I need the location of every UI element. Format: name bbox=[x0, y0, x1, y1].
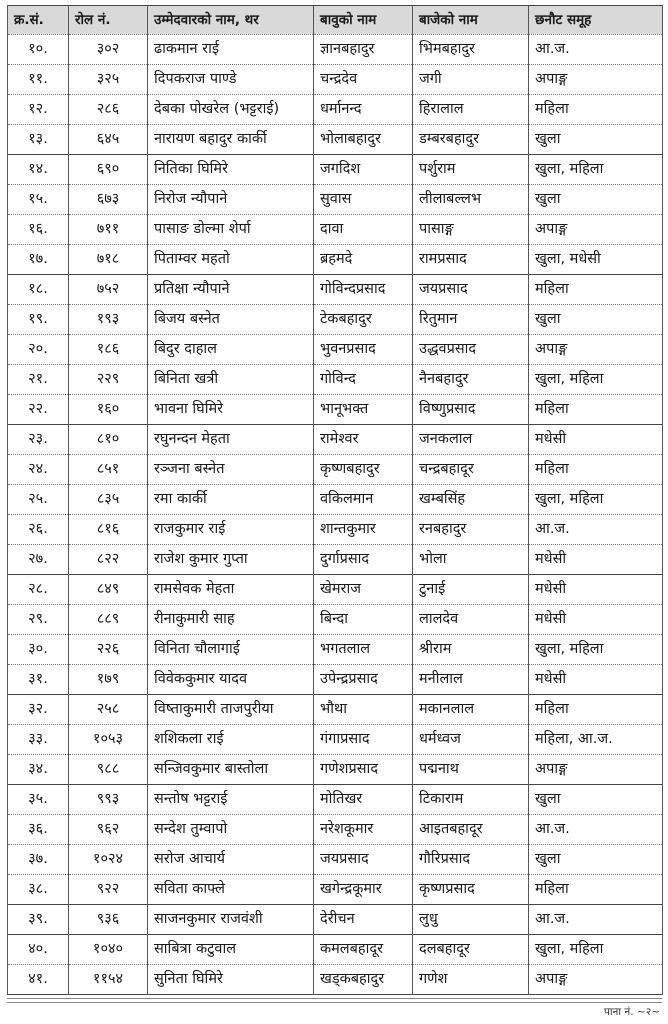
cell-serial-number: २३. bbox=[8, 425, 69, 455]
cell-candidate-name: भावना घिमिरे bbox=[148, 395, 314, 425]
cell-candidate-name: साजनकुमार राजवंशी bbox=[148, 905, 314, 935]
cell-selection-group: मधेसी bbox=[529, 545, 663, 575]
cell-father-name: कमलबहादूर bbox=[314, 935, 413, 965]
cell-roll-number: १०२४ bbox=[69, 845, 148, 875]
cell-selection-group: आ.ज. bbox=[529, 905, 663, 935]
cell-roll-number: ७५२ bbox=[69, 275, 148, 305]
table-row bbox=[8, 695, 663, 725]
cell-roll-number: ९६२ bbox=[69, 815, 148, 845]
cell-selection-group: खुला, महिला bbox=[529, 485, 663, 515]
cell-selection-group: मधेसी bbox=[529, 605, 663, 635]
cell-grandfather-name: मकानलाल bbox=[413, 695, 529, 725]
cell-father-name: भानूभक्त bbox=[314, 395, 413, 425]
cell-father-name: भौथा bbox=[314, 695, 413, 725]
table-row bbox=[8, 425, 663, 455]
cell-grandfather-name: लालदेव bbox=[413, 605, 529, 635]
cell-grandfather-name: हिरालाल bbox=[413, 95, 529, 125]
cell-selection-group: खुला bbox=[529, 845, 663, 875]
cell-serial-number: १२. bbox=[8, 95, 69, 125]
cell-candidate-name: बिजय बस्नेत bbox=[148, 305, 314, 335]
cell-father-name: वकिलमान bbox=[314, 485, 413, 515]
cell-serial-number: ३६. bbox=[8, 815, 69, 845]
cell-father-name: दुर्गाप्रसाद bbox=[314, 545, 413, 575]
table-row bbox=[8, 35, 663, 65]
cell-roll-number: १७९ bbox=[69, 665, 148, 695]
cell-candidate-name: सन्तोष भट्टराई bbox=[148, 785, 314, 815]
cell-father-name: गोविन्द bbox=[314, 365, 413, 395]
cell-candidate-name: रामसेवक मेहता bbox=[148, 575, 314, 605]
cell-selection-group: खुला bbox=[529, 785, 663, 815]
table-row bbox=[8, 395, 663, 425]
cell-roll-number: ७११ bbox=[69, 215, 148, 245]
cell-roll-number: ८४९ bbox=[69, 575, 148, 605]
cell-serial-number: ३७. bbox=[8, 845, 69, 875]
cell-serial-number: ४१. bbox=[8, 965, 69, 995]
cell-grandfather-name: पद्मनाथ bbox=[413, 755, 529, 785]
cell-roll-number: १९३ bbox=[69, 305, 148, 335]
cell-roll-number: ३०२ bbox=[69, 35, 148, 65]
cell-grandfather-name: आइतबहादूर bbox=[413, 815, 529, 845]
header-serial-number: क्र.सं. bbox=[8, 6, 69, 35]
cell-father-name: भगतलाल bbox=[314, 635, 413, 665]
cell-father-name: नरेशकूमार bbox=[314, 815, 413, 845]
table-row bbox=[8, 185, 663, 215]
cell-selection-group: आ.ज. bbox=[529, 815, 663, 845]
cell-grandfather-name: उद्धवप्रसाद bbox=[413, 335, 529, 365]
cell-candidate-name: निरोज न्यौपाने bbox=[148, 185, 314, 215]
cell-roll-number: ८५१ bbox=[69, 455, 148, 485]
cell-serial-number: २९. bbox=[8, 605, 69, 635]
table-row bbox=[8, 815, 663, 845]
cell-father-name: कृष्णबहादुर bbox=[314, 455, 413, 485]
cell-selection-group: महिला bbox=[529, 455, 663, 485]
cell-grandfather-name: टुनाई bbox=[413, 575, 529, 605]
cell-roll-number: ९३६ bbox=[69, 905, 148, 935]
cell-serial-number: ३३. bbox=[8, 725, 69, 755]
cell-candidate-name: दिपकराज पाण्डे bbox=[148, 65, 314, 95]
cell-candidate-name: ढाकमान राई bbox=[148, 35, 314, 65]
table-row bbox=[8, 335, 663, 365]
cell-grandfather-name: विष्णुप्रसाद bbox=[413, 395, 529, 425]
cell-selection-group: मधेसी bbox=[529, 575, 663, 605]
cell-selection-group: खुला, मधेसी bbox=[529, 245, 663, 275]
cell-serial-number: ३०. bbox=[8, 635, 69, 665]
table-row bbox=[8, 575, 663, 605]
cell-grandfather-name: गौरिप्रसाद bbox=[413, 845, 529, 875]
cell-selection-group: मधेसी bbox=[529, 425, 663, 455]
cell-father-name: मोतिखर bbox=[314, 785, 413, 815]
cell-grandfather-name: जनकलाल bbox=[413, 425, 529, 455]
cell-serial-number: १६. bbox=[8, 215, 69, 245]
table-row bbox=[8, 965, 663, 995]
cell-serial-number: २४. bbox=[8, 455, 69, 485]
cell-serial-number: ३५. bbox=[8, 785, 69, 815]
cell-father-name: भोलाबहादुर bbox=[314, 125, 413, 155]
cell-father-name: सुवास bbox=[314, 185, 413, 215]
cell-father-name: भुवनप्रसाद bbox=[314, 335, 413, 365]
table-header-row bbox=[8, 6, 663, 35]
cell-selection-group: अपाङ्ग bbox=[529, 755, 663, 785]
cell-grandfather-name: रनबहादुर bbox=[413, 515, 529, 545]
cell-selection-group: अपाङ्ग bbox=[529, 215, 663, 245]
cell-grandfather-name: मनीलाल bbox=[413, 665, 529, 695]
cell-serial-number: १८. bbox=[8, 275, 69, 305]
cell-roll-number: ९९३ bbox=[69, 785, 148, 815]
cell-selection-group: महिला, आ.ज. bbox=[529, 725, 663, 755]
cell-candidate-name: सरोज आचार्य bbox=[148, 845, 314, 875]
cell-father-name: शान्तकुमार bbox=[314, 515, 413, 545]
cell-grandfather-name: चन्द्रबहादूर bbox=[413, 455, 529, 485]
cell-serial-number: ३८. bbox=[8, 875, 69, 905]
cell-grandfather-name: गणेश bbox=[413, 965, 529, 995]
cell-candidate-name: पिताम्वर महतो bbox=[148, 245, 314, 275]
table-row bbox=[8, 245, 663, 275]
cell-father-name: उपेन्द्रप्रसाद bbox=[314, 665, 413, 695]
cell-serial-number: १५. bbox=[8, 185, 69, 215]
cell-father-name: टेकबहादुर bbox=[314, 305, 413, 335]
table-row bbox=[8, 875, 663, 905]
cell-selection-group: महिला bbox=[529, 275, 663, 305]
cell-selection-group: अपाङ्ग bbox=[529, 965, 663, 995]
cell-selection-group: महिला bbox=[529, 875, 663, 905]
cell-grandfather-name: कृष्णप्रसाद bbox=[413, 875, 529, 905]
cell-selection-group: महिला bbox=[529, 395, 663, 425]
table-row bbox=[8, 275, 663, 305]
cell-selection-group: खुला, महिला bbox=[529, 935, 663, 965]
cell-grandfather-name: खम्बसिंह bbox=[413, 485, 529, 515]
cell-serial-number: ३२. bbox=[8, 695, 69, 725]
cell-serial-number: १३. bbox=[8, 125, 69, 155]
cell-grandfather-name: भिमबहादुर bbox=[413, 35, 529, 65]
cell-grandfather-name: लुधु bbox=[413, 905, 529, 935]
table-row bbox=[8, 95, 663, 125]
cell-candidate-name: सन्देश तुम्वापो bbox=[148, 815, 314, 845]
cell-candidate-name: नितिका घिमिरे bbox=[148, 155, 314, 185]
cell-roll-number: ३२५ bbox=[69, 65, 148, 95]
cell-father-name: ज्ञानबहादुर bbox=[314, 35, 413, 65]
cell-candidate-name: सुनिता घिमिरे bbox=[148, 965, 314, 995]
cell-father-name: धर्मानन्द bbox=[314, 95, 413, 125]
cell-grandfather-name: श्रीराम bbox=[413, 635, 529, 665]
cell-serial-number: १४. bbox=[8, 155, 69, 185]
cell-serial-number: १७. bbox=[8, 245, 69, 275]
header-roll-number: रोल नं. bbox=[69, 6, 148, 35]
cell-serial-number: ३९. bbox=[8, 905, 69, 935]
table-row bbox=[8, 125, 663, 155]
cell-candidate-name: पासाङ डोल्मा शेर्पा bbox=[148, 215, 314, 245]
cell-father-name: गोविन्दप्रसाद bbox=[314, 275, 413, 305]
cell-grandfather-name: जगी bbox=[413, 65, 529, 95]
cell-father-name: चन्द्रदेव bbox=[314, 65, 413, 95]
cell-grandfather-name: लीलाबल्लभ bbox=[413, 185, 529, 215]
cell-roll-number: ८८९ bbox=[69, 605, 148, 635]
cell-grandfather-name: जयप्रसाद bbox=[413, 275, 529, 305]
cell-selection-group: अपाङ्ग bbox=[529, 335, 663, 365]
table-row bbox=[8, 635, 663, 665]
cell-father-name: गंगाप्रसाद bbox=[314, 725, 413, 755]
table-row bbox=[8, 485, 663, 515]
cell-serial-number: १०. bbox=[8, 35, 69, 65]
cell-father-name: दावा bbox=[314, 215, 413, 245]
table-row bbox=[8, 515, 663, 545]
cell-candidate-name: राजेश कुमार गुप्ता bbox=[148, 545, 314, 575]
cell-candidate-name: बिनिता खत्री bbox=[148, 365, 314, 395]
cell-father-name: जगदिश bbox=[314, 155, 413, 185]
table-row bbox=[8, 215, 663, 245]
cell-selection-group: खुला, महिला bbox=[529, 365, 663, 395]
cell-father-name: रामेश्वर bbox=[314, 425, 413, 455]
footer-rule bbox=[7, 998, 662, 1003]
cell-roll-number: १६० bbox=[69, 395, 148, 425]
cell-roll-number: १०५३ bbox=[69, 725, 148, 755]
cell-roll-number: २२९ bbox=[69, 365, 148, 395]
header-grandfather-name: बाजेको नाम bbox=[413, 6, 529, 35]
cell-candidate-name: राजकुमार राई bbox=[148, 515, 314, 545]
cell-serial-number: ३१. bbox=[8, 665, 69, 695]
table-row bbox=[8, 605, 663, 635]
table-row bbox=[8, 845, 663, 875]
cell-grandfather-name: टिकाराम bbox=[413, 785, 529, 815]
cell-grandfather-name: डम्बरबहादुर bbox=[413, 125, 529, 155]
cell-candidate-name: विवेककुमार यादव bbox=[148, 665, 314, 695]
cell-roll-number: २२६ bbox=[69, 635, 148, 665]
cell-selection-group: खुला bbox=[529, 305, 663, 335]
cell-roll-number: ७१८ bbox=[69, 245, 148, 275]
table-row bbox=[8, 905, 663, 935]
cell-serial-number: २२. bbox=[8, 395, 69, 425]
cell-serial-number: २५. bbox=[8, 485, 69, 515]
cell-grandfather-name: दलबहादूर bbox=[413, 935, 529, 965]
table-row bbox=[8, 455, 663, 485]
cell-roll-number: ६७३ bbox=[69, 185, 148, 215]
cell-grandfather-name: भोला bbox=[413, 545, 529, 575]
cell-selection-group: खुला, महिला bbox=[529, 155, 663, 185]
cell-serial-number: २७. bbox=[8, 545, 69, 575]
cell-father-name: बिन्दा bbox=[314, 605, 413, 635]
cell-serial-number: २१. bbox=[8, 365, 69, 395]
cell-roll-number: २५८ bbox=[69, 695, 148, 725]
cell-roll-number: १०४० bbox=[69, 935, 148, 965]
cell-grandfather-name: रामप्रसाद bbox=[413, 245, 529, 275]
cell-candidate-name: रञ्जना बस्नेत bbox=[148, 455, 314, 485]
cell-father-name: खगेन्द्रकूमार bbox=[314, 875, 413, 905]
table-row bbox=[8, 365, 663, 395]
cell-selection-group: अपाङ्ग bbox=[529, 65, 663, 95]
header-candidate-name: उम्मेदवारको नाम, थर bbox=[148, 6, 314, 35]
cell-father-name: गणेशप्रसाद bbox=[314, 755, 413, 785]
cell-serial-number: २८. bbox=[8, 575, 69, 605]
cell-serial-number: २०. bbox=[8, 335, 69, 365]
table-row bbox=[8, 545, 663, 575]
table-row bbox=[8, 665, 663, 695]
cell-father-name: खेमराज bbox=[314, 575, 413, 605]
cell-roll-number: ९८८ bbox=[69, 755, 148, 785]
cell-grandfather-name: पर्शुराम bbox=[413, 155, 529, 185]
cell-grandfather-name: नैनबहादुर bbox=[413, 365, 529, 395]
cell-serial-number: ३४. bbox=[8, 755, 69, 785]
cell-selection-group: मधेसी bbox=[529, 665, 663, 695]
cell-candidate-name: शशिकला राई bbox=[148, 725, 314, 755]
cell-roll-number: ८१० bbox=[69, 425, 148, 455]
cell-roll-number: ८३५ bbox=[69, 485, 148, 515]
cell-candidate-name: सन्जिवकुमार बास्तोला bbox=[148, 755, 314, 785]
cell-father-name: जयप्रसाद bbox=[314, 845, 413, 875]
cell-candidate-name: सविता काफ्ले bbox=[148, 875, 314, 905]
results-table bbox=[7, 5, 663, 995]
cell-roll-number: ९२२ bbox=[69, 875, 148, 905]
cell-roll-number: २८६ bbox=[69, 95, 148, 125]
table-row bbox=[8, 935, 663, 965]
cell-serial-number: २६. bbox=[8, 515, 69, 545]
cell-candidate-name: बिदुर दाहाल bbox=[148, 335, 314, 365]
cell-selection-group: खुला bbox=[529, 125, 663, 155]
cell-candidate-name: प्रतिक्षा न्यौपाने bbox=[148, 275, 314, 305]
table-row bbox=[8, 725, 663, 755]
header-selection-group: छनौट समूह bbox=[529, 6, 663, 35]
table-row bbox=[8, 785, 663, 815]
cell-roll-number: ११५४ bbox=[69, 965, 148, 995]
cell-father-name: देरीचन bbox=[314, 905, 413, 935]
cell-grandfather-name: पासाङ्ग bbox=[413, 215, 529, 245]
page-number: पाना नं. ~२~ bbox=[603, 1006, 660, 1018]
cell-father-name: खड्कबहादुर bbox=[314, 965, 413, 995]
cell-father-name: ब्रहमदे bbox=[314, 245, 413, 275]
cell-roll-number: ६४५ bbox=[69, 125, 148, 155]
cell-selection-group: महिला bbox=[529, 695, 663, 725]
cell-candidate-name: रघुनन्दन मेहता bbox=[148, 425, 314, 455]
table-row bbox=[8, 155, 663, 185]
header-father-name: बावुको नाम bbox=[314, 6, 413, 35]
cell-roll-number: ८२२ bbox=[69, 545, 148, 575]
cell-candidate-name: साबित्रा कटुवाल bbox=[148, 935, 314, 965]
table-row bbox=[8, 755, 663, 785]
cell-roll-number: १८६ bbox=[69, 335, 148, 365]
cell-grandfather-name: धर्मध्वज bbox=[413, 725, 529, 755]
cell-roll-number: ६९० bbox=[69, 155, 148, 185]
cell-candidate-name: रमा कार्की bbox=[148, 485, 314, 515]
cell-selection-group: खुला bbox=[529, 185, 663, 215]
table-row bbox=[8, 65, 663, 95]
cell-roll-number: ८१६ bbox=[69, 515, 148, 545]
cell-serial-number: १९. bbox=[8, 305, 69, 335]
table-row bbox=[8, 305, 663, 335]
cell-candidate-name: विष्ताकुमारी ताजपुरीया bbox=[148, 695, 314, 725]
cell-selection-group: आ.ज. bbox=[529, 515, 663, 545]
cell-candidate-name: रीनाकुमारी साह bbox=[148, 605, 314, 635]
cell-serial-number: ११. bbox=[8, 65, 69, 95]
cell-selection-group: आ.ज. bbox=[529, 35, 663, 65]
cell-candidate-name: नारायण बहादुर कार्की bbox=[148, 125, 314, 155]
cell-candidate-name: विनिता चौलागाई bbox=[148, 635, 314, 665]
cell-grandfather-name: रितुमान bbox=[413, 305, 529, 335]
cell-selection-group: महिला bbox=[529, 95, 663, 125]
cell-selection-group: खुला, महिला bbox=[529, 635, 663, 665]
cell-candidate-name: देबका पोखरेल (भट्टराई) bbox=[148, 95, 314, 125]
cell-serial-number: ४०. bbox=[8, 935, 69, 965]
